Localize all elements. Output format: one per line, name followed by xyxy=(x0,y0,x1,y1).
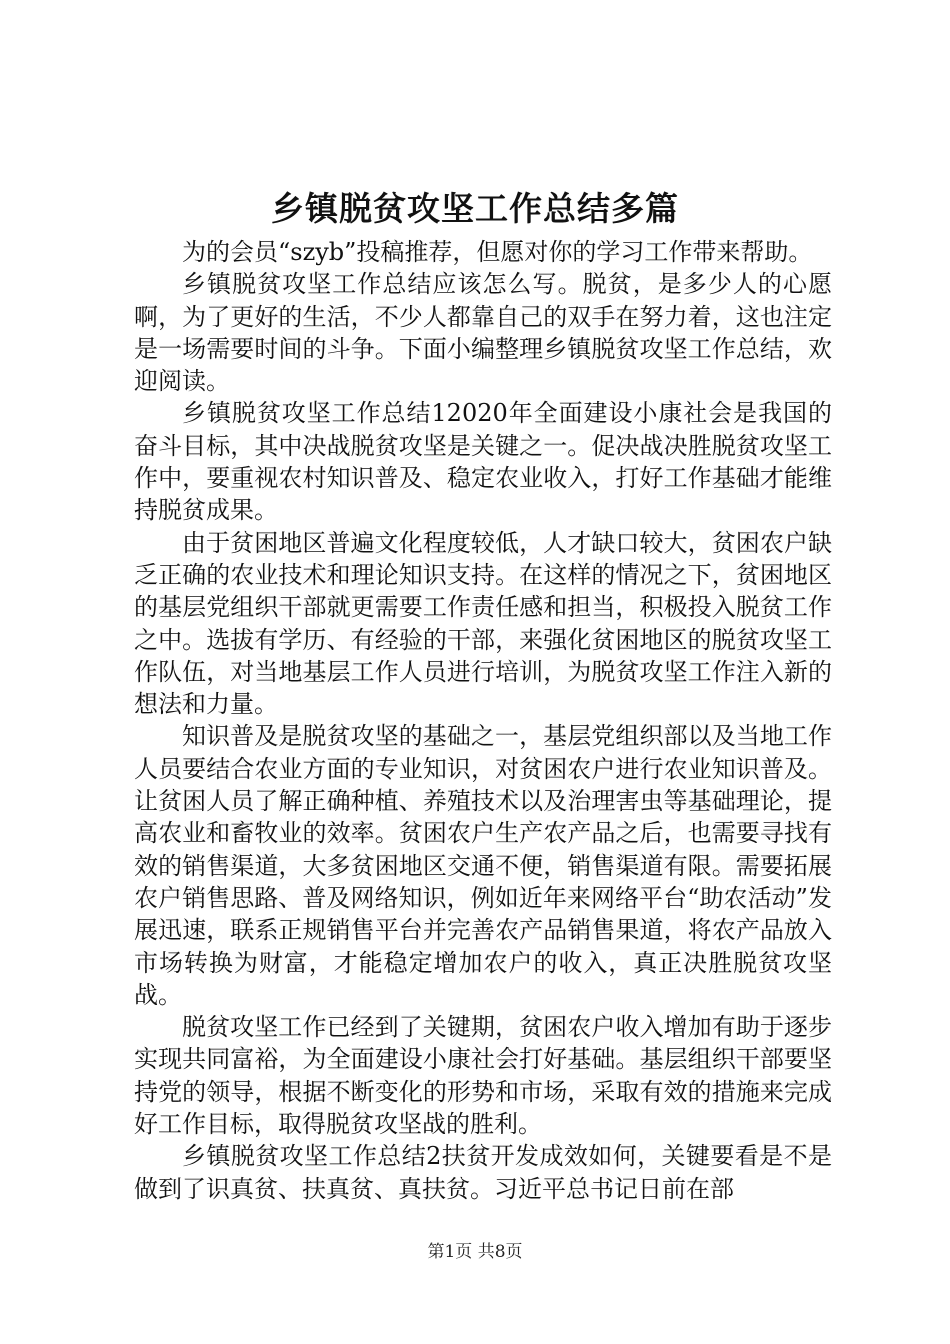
paragraph-summary-1: 乡镇脱贫攻坚工作总结12020年全面建设小康社会是我国的奋斗目标，其中决战脱贫攻坚是关键之一。促决战决胜脱贫攻坚工作中，要重视农村知识普及、稳定农业收入，打好工作基础才能维持脱贫成果。 xyxy=(134,399,832,525)
paragraph-overview: 乡镇脱贫攻坚工作总结应该怎么写。脱贫，是多少人的心愿啊，为了更好的生活，不少人都靠自己的双手在努力着，这也注定是一场需要时间的斗争。下面小编整理乡镇脱贫攻坚工作总结，欢迎阅读。 xyxy=(134,270,832,396)
paragraph-talent: 由于贫困地区普遍文化程度较低，人才缺口较大，贫困农户缺乏正确的农业技术和理论知识支持。在这样的情况之下，贫困地区的基层党组织干部就更需要工作责任感和担当，积极投入脱贫工作之中。选拔有学历、有经验的干部，来强化贫困地区的脱贫攻坚工作队伍，对当地基层工作人员进行培训，为脱贫攻坚工作注入新的想法和力量。 xyxy=(134,528,832,719)
page-footer: 第1页 共8页 xyxy=(427,1242,523,1262)
paragraph-intro: 为的会员“szyb”投稿推荐，但愿对你的学习工作带来帮助。 xyxy=(182,238,813,266)
document-body xyxy=(134,236,832,1205)
document-title: 乡镇脱贫攻坚工作总结多篇 xyxy=(271,189,679,228)
paragraph-knowledge: 知识普及是脱贫攻坚的基础之一，基层党组织部以及当地工作人员要结合农业方面的专业知识，对贫困农户进行农业知识普及。让贫困人员了解正确种植、养殖技术以及治理害虫等基础理论，提高农业和畜牧业的效率。贫困农户生产农产品之后，也需要寻找有效的销售渠道，大多贫困地区交通不便，销售渠道有限。需要拓展农户销售思路、普及网络知识，例如近年来网络平台“助农活动”发展迅速，联系正规销售平台并完善农产品销售果道，将农产品放入市场转换为财富，才能稳定增加农户的收入，真正决胜脱贫攻坚战。 xyxy=(134,722,832,1009)
paragraph-critical-period: 脱贫攻坚工作已经到了关键期，贫困农户收入增加有助于逐步实现共同富裕，为全面建设小康社会打好基础。基层组织干部要坚持党的领导，根据不断变化的形势和市场，采取有效的措施来完成好工作目标，取得脱贫攻坚战的胜利。 xyxy=(134,1013,832,1139)
paragraph-summary-2: 乡镇脱贫攻坚工作总结2扶贫开发成效如何，关键要看是不是做到了识真贫、扶真贫、真扶贫。习近平总书记日前在部 xyxy=(134,1142,832,1203)
